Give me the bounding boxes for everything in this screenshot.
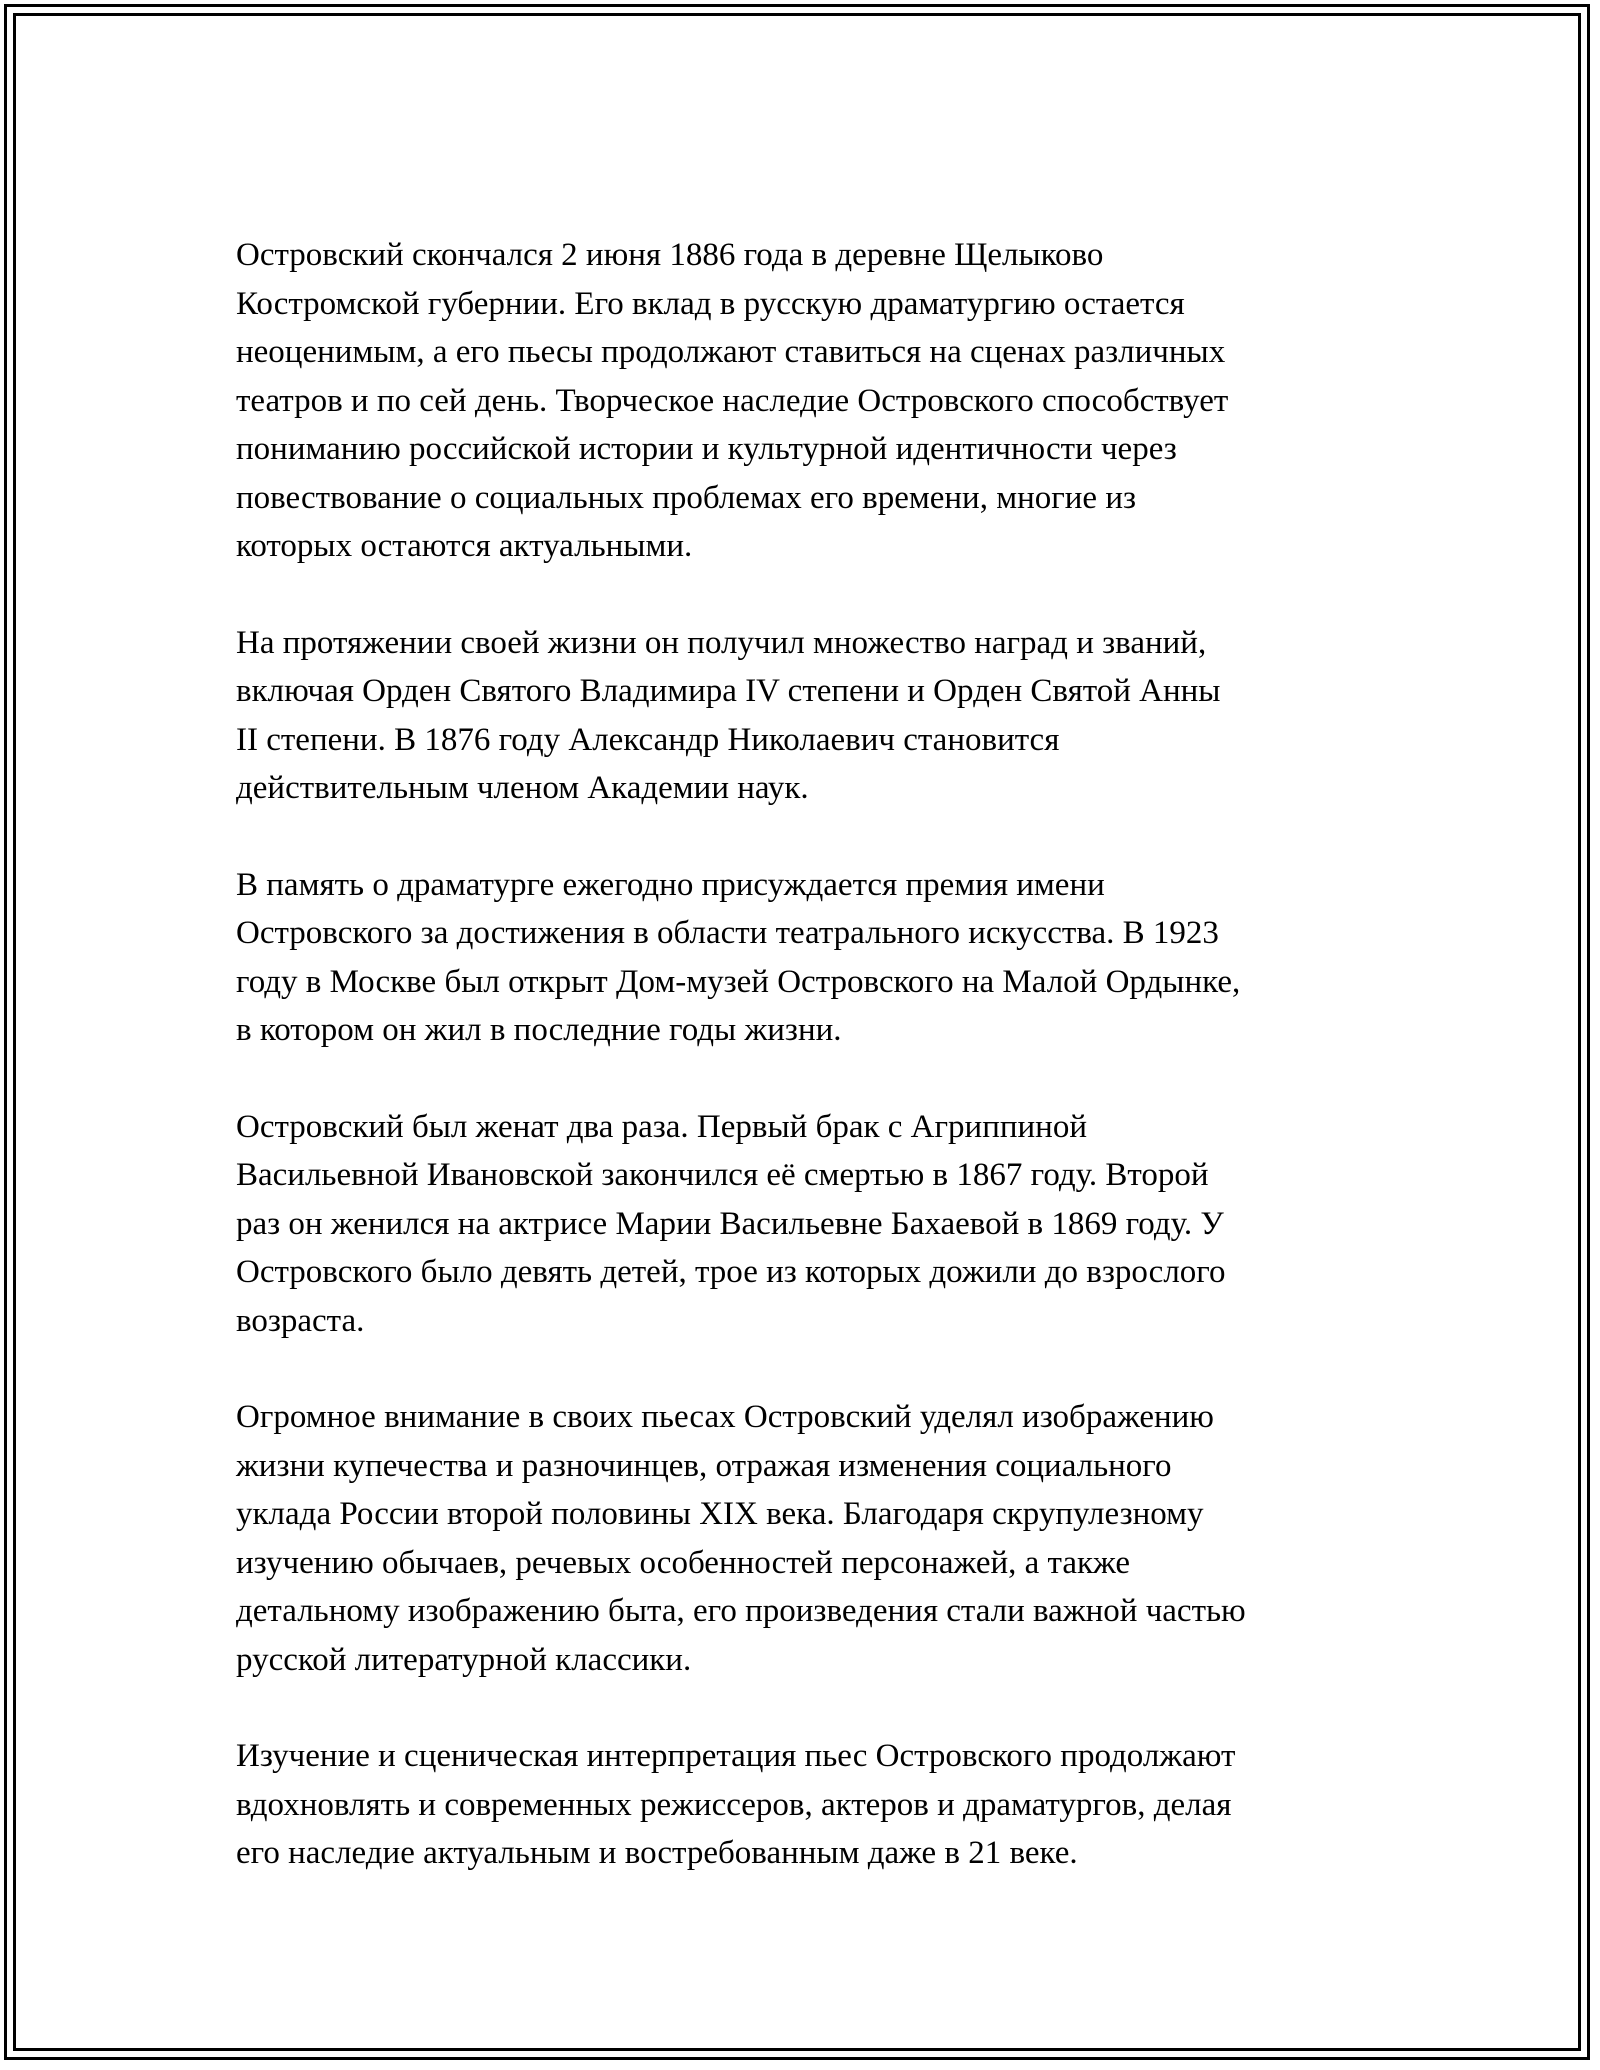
text-line: Островского было девять детей, трое из которых дожили до взрослого (236, 1254, 1226, 1290)
text-line: Огромное внимание в своих пьесах Островский уделял изображению (236, 1399, 1214, 1435)
paragraph-death-legacy (236, 231, 1371, 571)
paragraph-works-themes (236, 1393, 1371, 1684)
text-line: раз он женился на актрисе Марии Васильевне Бахаевой в 1869 году. У (236, 1205, 1224, 1242)
text-line: возраста. (236, 1302, 365, 1339)
text-line: году в Москве был открыт Дом-музей Островского на Малой Ордынке, (236, 963, 1241, 1000)
text-line: действительным членом Академии наук. (236, 770, 809, 806)
text-line: Островский скончался 2 июня 1886 года в деревне Щелыково (236, 237, 1104, 273)
text-line: Изучение и сценическая интерпретация пьес Островского продолжают (236, 1738, 1236, 1774)
text-line: На протяжении своей жизни он получил множество наград и званий, (236, 624, 1207, 661)
text-line: уклада России второй половины XIX века. Благодаря скрупулезному (236, 1496, 1204, 1532)
text-line: детальному изображению быта, его произведения стали важной частью (236, 1593, 1246, 1629)
text-line: повествование о социальных проблемах его времени, многие из (236, 479, 1137, 516)
paragraph-influence (236, 1732, 1371, 1878)
text-line: в котором он жил в последние годы жизни. (236, 1012, 842, 1048)
text-line: В память о драматурге ежегодно присуждается премия имени (236, 866, 1105, 903)
text-line: включая Орден Святого Владимира IV степени и Орден Святой Анны (236, 673, 1221, 709)
text-line: пониманию российской истории и культурной идентичности через (236, 431, 1177, 467)
text-line: Островский был женат два раза. Первый брак с Агриппиной (236, 1108, 1088, 1145)
text-line: жизни купечества и разночинцев, отражая изменения социального (236, 1447, 1172, 1484)
text-line: театров и по сей день. Творческое наследие Островского способствует (236, 382, 1229, 419)
text-line: Островского за достижения в области театрального искусства. В 1923 (236, 915, 1219, 951)
text-line: которых остаются актуальными. (236, 528, 693, 564)
text-line: Васильевной Ивановской закончился её смертью в 1867 году. Второй (236, 1157, 1209, 1193)
paragraph-awards (236, 619, 1371, 813)
text-line: русской литературной классики. (236, 1641, 692, 1678)
text-line: изучению обычаев, речевых особенностей персонажей, а также (236, 1544, 1131, 1581)
document-body (236, 231, 1371, 1926)
text-line: вдохновлять и современных режиссеров, актеров и драматургов, делая (236, 1786, 1232, 1823)
paragraph-memory (236, 861, 1371, 1055)
text-line: II степени. В 1876 году Александр Николаевич становится (236, 721, 1060, 758)
text-line: Костромской губернии. Его вклад в русскую драматургию остается (236, 285, 1185, 322)
text-line: неоценимым, а его пьесы продолжают ставиться на сценах различных (236, 334, 1226, 370)
text-line: его наследие актуальным и востребованным даже в 21 веке. (236, 1835, 1078, 1871)
paragraph-family (236, 1103, 1371, 1346)
